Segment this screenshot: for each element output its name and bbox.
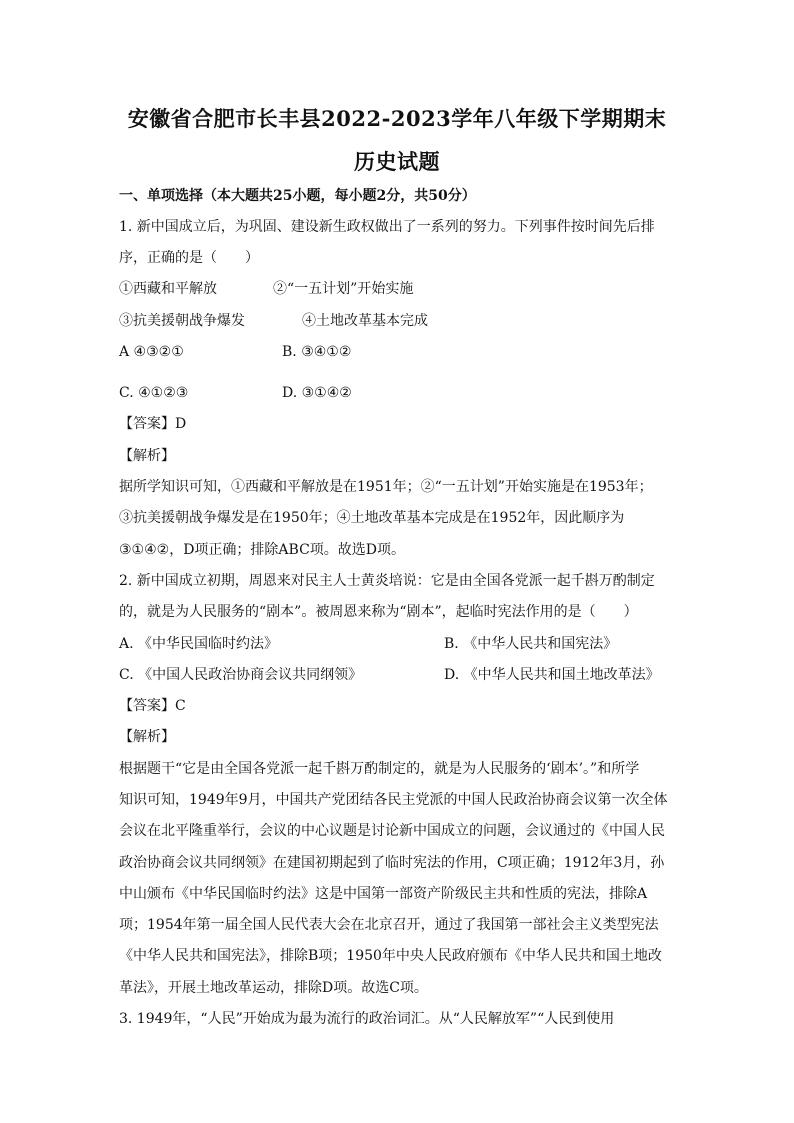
q1-option-a: A ④③②①	[119, 344, 184, 360]
q1-item-4: ④土地改革基本完成	[302, 313, 428, 329]
q1-option-d: D. ③①④②	[282, 385, 352, 401]
section-heading: 一、单项选择（本大题共25小题，每小题2分，共50分）	[119, 188, 476, 204]
q1-analysis-line2: ③抗美援朝战争爆发是在1950年；④土地改革基本完成是在1952年，因此顺序为	[119, 510, 625, 526]
document-title-line1: 安徽省合肥市长丰县2022-2023学年八年级下学期期末	[127, 106, 667, 131]
q1-analysis-line1: 据所学知识可知，①西藏和平解放是在1951年；②“一五计划”开始实施是在1953年；	[119, 479, 653, 495]
q2-option-c: C. 《中国人民政治协商会议共同纲领》	[119, 667, 363, 683]
q1-stem-line1: 1. 新中国成立后，为巩固、建设新生政权做出了一系列的努力。下列事件按时间先后排	[119, 219, 655, 235]
q2-stem-line1: 2. 新中国成立初期，周恩来对民主人士黄炎培说：它是由全国各党派一起千斟万酌制定	[119, 573, 655, 589]
document-title-line2: 历史试题	[354, 149, 440, 174]
q1-option-c: C. ④①②③	[119, 385, 189, 401]
q2-answer: 【答案】C	[119, 698, 186, 714]
q2-option-b: B. 《中华人民共和国宪法》	[444, 636, 618, 652]
q1-item-2: ②“一五计划”开始实施	[273, 281, 414, 297]
q2-option-d: D. 《中华人民共和国土地改革法》	[444, 667, 660, 683]
q1-item-3: ③抗美援朝战争爆发	[119, 313, 245, 329]
q2-analysis-line5: 中山颁布《中华民国临时约法》这是中国第一部资产阶级民主共和性质的宪法，排除A	[119, 886, 648, 902]
q2-analysis-label: 【解析】	[119, 729, 175, 745]
q2-analysis-line1: 根据题干“它是由全国各党派一起千斟万酌制定的，就是为人民服务的‘剧本’。”和所学	[119, 761, 640, 777]
q1-option-b: B. ③④①②	[282, 344, 352, 360]
q2-option-a: A. 《中华民国临时约法》	[119, 636, 279, 652]
q1-analysis-line3: ③①④②，D项正确；排除ABC项。故选D项。	[119, 542, 406, 558]
q2-stem-line2: 的，就是为人民服务的“剧本”。被周恩来称为“剧本”，起临时宪法作用的是（ ）	[119, 604, 638, 620]
q1-analysis-label: 【解析】	[119, 448, 175, 464]
q3-stem-line1: 3. 1949年，“人民”开始成为最为流行的政治词汇。从“人民解放军”“人民到使用	[119, 1011, 615, 1027]
q1-item-1: ①西藏和平解放	[119, 281, 217, 297]
q2-analysis-line2: 知识可知，1949年9月，中国共产党团结各民主党派的中国人民政治协商会议第一次全体	[119, 792, 668, 808]
q2-analysis-line4: 政治协商会议共同纲领》在建国初期起到了临时宪法的作用，C项正确；1912年3月，孙	[119, 855, 665, 871]
q2-analysis-line6: 项；1954年第一届全国人民代表大会在北京召开，通过了我国第一部社会主义类型宪法	[119, 917, 659, 933]
q1-answer: 【答案】D	[119, 416, 187, 432]
q2-analysis-line7: 《中华人民共和国宪法》，排除B项；1950年中央人民政府颁布《中华人民共和国土地改	[119, 948, 662, 964]
q2-analysis-line3: 会议在北平隆重举行，会议的中心议题是讨论新中国成立的问题，会议通过的《中国人民	[119, 823, 665, 839]
q1-stem-line2: 序，正确的是（ ）	[119, 250, 259, 266]
q2-analysis-line8: 革法》，开展土地改革运动，排除D项。故选C项。	[119, 980, 428, 996]
